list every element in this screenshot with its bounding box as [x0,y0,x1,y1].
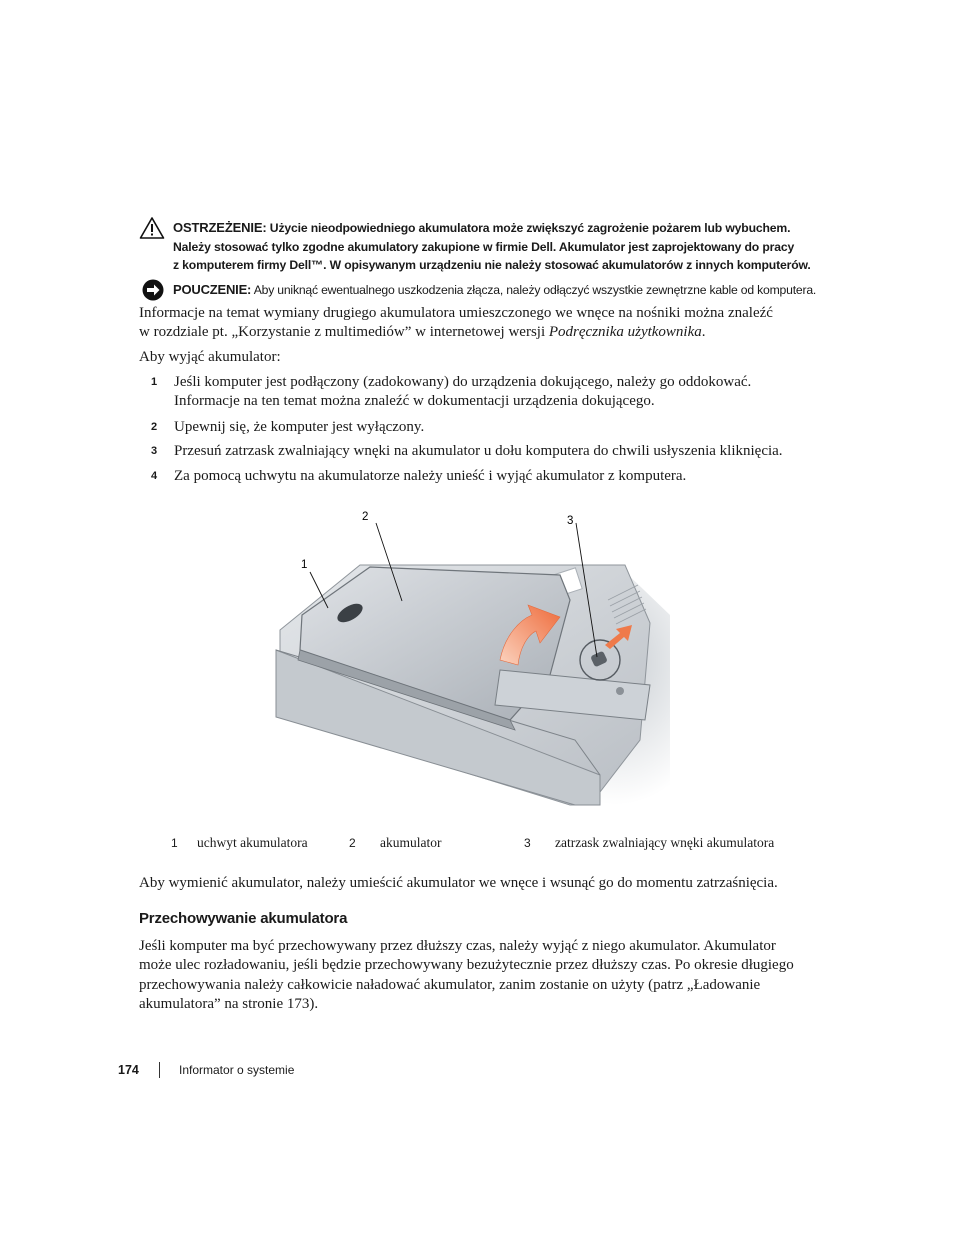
intro-line-1: Informacje na temat wymiany drugiego akumulatora umieszczonego we wnęce na nośniki można znaleźć [139,305,773,321]
step-text: Przesuń zatrzask zwalniający wnęki na akumulator u dołu komputera do chwili usłyszenia kliknięcia. [174,443,783,459]
caption-number: 1 [171,836,178,850]
warning-line-2: Należy stosować tylko zgodne akumulatory zakupione w firmie Dell. Akumulator jest zaprojektowany do pracy [173,239,795,254]
manual-title: Podręcznika użytkownika [548,324,702,341]
replace-paragraph: Aby wymienić akumulator, należy umieścić akumulator we wnęce i wsunąć go do momentu zatrzaśnięcia. [139,875,778,891]
caption-text: akumulator [380,835,442,850]
section-heading: Przechowywanie akumulatora [139,910,348,927]
lead-text: Aby wyjąć akumulator: [139,349,281,365]
warning-line-1: Użycie nieodpowiedniego akumulatora może zwiększyć zagrożenie pożarem lub wybuchem. [269,221,791,235]
step-1-line-1: Jeśli komputer jest podłączony (zadokowany) do urządzenia dokującego, należy go oddokować. [174,374,752,390]
step-text: Za pomocą uchwytu na akumulatorze należy unieść i wyjąć akumulator z komputera. [174,468,687,484]
footer-divider [159,1062,160,1078]
caption-text: uchwyt akumulatora [197,835,308,850]
caption-number: 3 [524,836,531,850]
warning-icon [139,216,165,240]
step-text [174,373,834,412]
step-number: 4 [151,470,158,482]
footer-title: Informator o systemie [179,1063,295,1077]
warning-text [173,219,833,275]
page-number: 174 [118,1063,139,1077]
intro-line-2-end: . [701,324,706,341]
step-number: 2 [151,421,158,433]
intro-paragraph [139,304,819,343]
callout-2: 2 [362,511,369,523]
notice-label: POUCZENIE: [173,282,252,297]
notice-icon [142,279,164,301]
warning-line-3: z komputerem firmy Dell™. W opisywanym urządzeniu nie należy stosować akumulatorów z innych komputerów. [173,258,811,273]
caption-number: 2 [349,836,356,850]
callout-1: 1 [301,559,308,571]
battery-removal-illustration [270,505,690,815]
storage-paragraph [139,937,824,1014]
caption-text: zatrzask zwalniający wnęki akumulatora [555,835,775,850]
notice-text [173,281,853,299]
storage-line: przechowywania należy całkowicie naładować akumulator, zanim zostanie on użyty (patrz „Ładowanie [139,976,761,993]
step-text: Upewnij się, że komputer jest wyłączony. [174,419,425,435]
step-number: 1 [151,376,158,388]
storage-line: Jeśli komputer ma być przechowywany przez dłuższy czas, należy wyjąć z niego akumulator. Akumulator [139,938,776,954]
callout-3: 3 [567,515,574,527]
intro-line-2: w rozdziale pt. „Korzystanie z multimediów” w internetowej wersji [139,324,549,341]
step-number: 3 [151,445,158,457]
warning-label: OSTRZEŻENIE: [173,220,267,235]
notice-body: Aby uniknąć ewentualnego uszkodzenia złącza, należy odłączyć wszystkie zewnętrzne kable od komputera. [253,283,817,297]
storage-line: akumulatora” na stronie 173). [139,995,319,1012]
storage-line: może ulec rozładowaniu, jeśli będzie przechowywany bezużytecznie przez dłuższy czas. Po okresie długiego [139,957,794,974]
step-1-line-2: Informacje na ten temat można znaleźć w dokumentacji urządzenia dokującego. [174,393,655,410]
